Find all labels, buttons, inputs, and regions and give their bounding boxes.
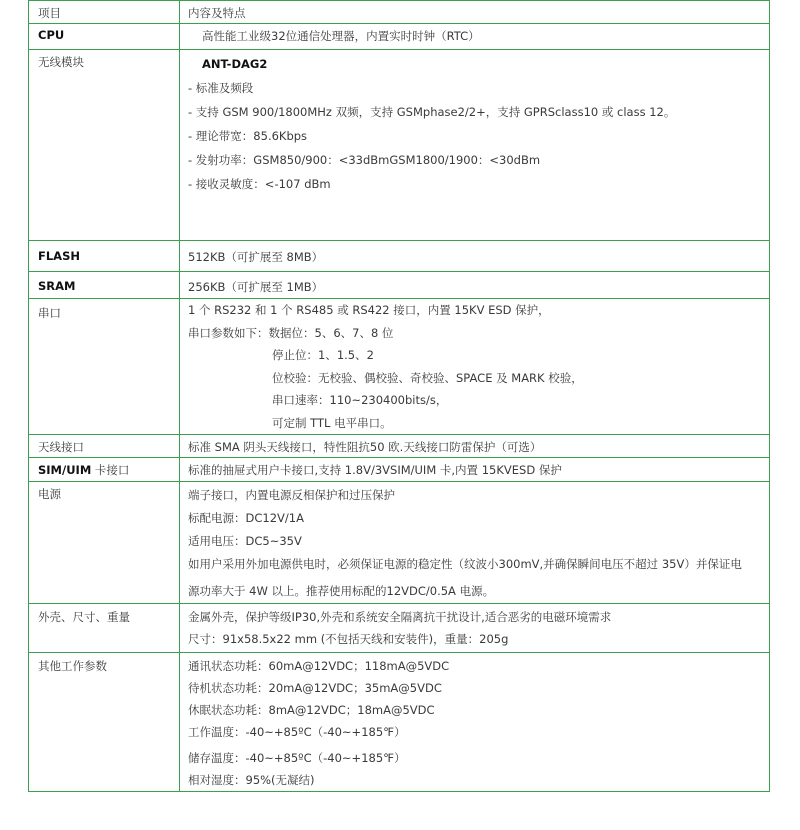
- sim-label-bold: SIM/UIM: [38, 463, 92, 477]
- other-value-cell: [180, 653, 770, 792]
- sim-label-rest: 卡接口: [91, 463, 130, 477]
- list-item: 源功率大于 4W 以上。推荐使用标配的12VDC/0.5A 电源。: [188, 584, 495, 598]
- list-item: 工作温度：-40~+85ºC（-40~+185℉）: [188, 725, 406, 739]
- list-item: 标配电源：DC12V/1A: [188, 511, 304, 525]
- sim-value: 标准的抽屉式用户卡接口,支持 1.8V/3VSIM/UIM 卡,内置 15KVESD 保护: [180, 458, 770, 482]
- sim-label-cell: [29, 458, 180, 482]
- list-item: 相对湿度：95%(无凝结): [188, 773, 315, 787]
- housing-label: 外壳、尺寸、重量: [29, 604, 180, 653]
- list-item: 端子接口，内置电源反相保护和过压保护: [188, 488, 395, 502]
- cpu-label: CPU: [29, 24, 180, 50]
- list-item: - 标准及频段: [188, 81, 254, 95]
- list-item: 休眠状态功耗：8mA@12VDC；18mA@5VDC: [188, 703, 435, 717]
- serial-value-cell: [180, 299, 770, 435]
- other-label: 其他工作参数: [29, 653, 180, 792]
- list-item: 金属外壳，保护等级IP30,外壳和系统安全隔离抗干扰设计,适合恶劣的电磁环境需求: [188, 610, 612, 624]
- list-item: - 接收灵敏度：<-107 dBm: [188, 177, 331, 191]
- power-value-cell: [180, 482, 770, 604]
- wireless-feature-list: [188, 76, 769, 196]
- header-content-cell: [180, 1, 770, 24]
- housing-spec-list: [188, 606, 769, 650]
- table-row: [29, 299, 770, 435]
- list-item: 尺寸：91x58.5x22 mm (不包括天线和安装件)，重量：205g: [188, 632, 509, 646]
- list-item: - 支持 GSM 900/1800MHz 双频，支持 GSMphase2/2+，支持 GPRSclass10 或 class 12。: [188, 105, 676, 119]
- header-item-label: 项目: [38, 6, 61, 20]
- list-item: - 发射功率：GSM850/900：<33dBmGSM1800/1900：<30dBm: [188, 153, 541, 167]
- flash-value: 512KB（可扩展至 8MB）: [180, 241, 770, 272]
- antenna-label: 天线接口: [29, 435, 180, 458]
- table-row: [29, 50, 770, 241]
- list-item: 可定制 TTL 电平串口。: [272, 415, 392, 430]
- antenna-value: 标准 SMA 阴头天线接口，特性阻抗50 欧.天线接口防雷保护（可选）: [180, 435, 770, 458]
- list-item: - 理论带宽：85.6Kbps: [188, 129, 308, 143]
- flash-label: FLASH: [29, 241, 180, 272]
- table-row: [29, 458, 770, 482]
- header-content-label: 内容及特点: [188, 6, 246, 20]
- power-label: 电源: [29, 482, 180, 604]
- cpu-value-cell: [180, 24, 770, 50]
- list-item: 储存温度：-40~+85ºC（-40~+185℉）: [188, 751, 406, 765]
- housing-value-cell: [180, 604, 770, 653]
- other-parameter-list: [188, 655, 769, 791]
- wireless-value-cell: [180, 50, 770, 241]
- table-row: [29, 1, 770, 24]
- list-item: 如用户采用外加电源供电时，必须保证电源的稳定性（纹波小300mV,并确保瞬间电压不超过 35V）并保证电: [188, 557, 742, 571]
- sram-value: 256KB（可扩展至 1MB）: [180, 272, 770, 299]
- table-row: [29, 653, 770, 792]
- spec-table: [28, 0, 770, 792]
- list-item: 串口参数如下：数据位：5、6、7、8 位: [188, 325, 394, 340]
- list-item: 串口速率：110~230400bits/s，: [272, 393, 448, 407]
- list-item: 停止位：1、1.5、2: [272, 348, 374, 362]
- wireless-model: ANT-DAG2: [202, 57, 268, 71]
- list-item: 待机状态功耗：20mA@12VDC；35mA@5VDC: [188, 681, 442, 695]
- list-item: 位校验：无校验、偶校验、奇校验、SPACE 及 MARK 校验，: [272, 370, 583, 385]
- serial-parameter-list: [188, 299, 769, 434]
- power-spec-list: [188, 484, 769, 603]
- list-item: 通讯状态功耗：60mA@12VDC；118mA@5VDC: [188, 659, 450, 673]
- serial-label: 串口: [29, 299, 180, 435]
- header-item-cell: [29, 1, 180, 24]
- sram-label: SRAM: [29, 272, 180, 299]
- list-item: 适用电压：DC5~35V: [188, 534, 302, 548]
- table-row: [29, 482, 770, 604]
- table-row: [29, 272, 770, 299]
- table-row: [29, 24, 770, 50]
- cpu-value: 高性能工业级32位通信处理器，内置实时时钟（RTC）: [202, 29, 480, 43]
- list-item: 1 个 RS232 和 1 个 RS485 或 RS422 接口，内置 15KV ESD 保护，: [188, 303, 550, 317]
- table-row: [29, 435, 770, 458]
- wireless-label: 无线模块: [29, 50, 180, 241]
- table-row: [29, 604, 770, 653]
- table-row: [29, 241, 770, 272]
